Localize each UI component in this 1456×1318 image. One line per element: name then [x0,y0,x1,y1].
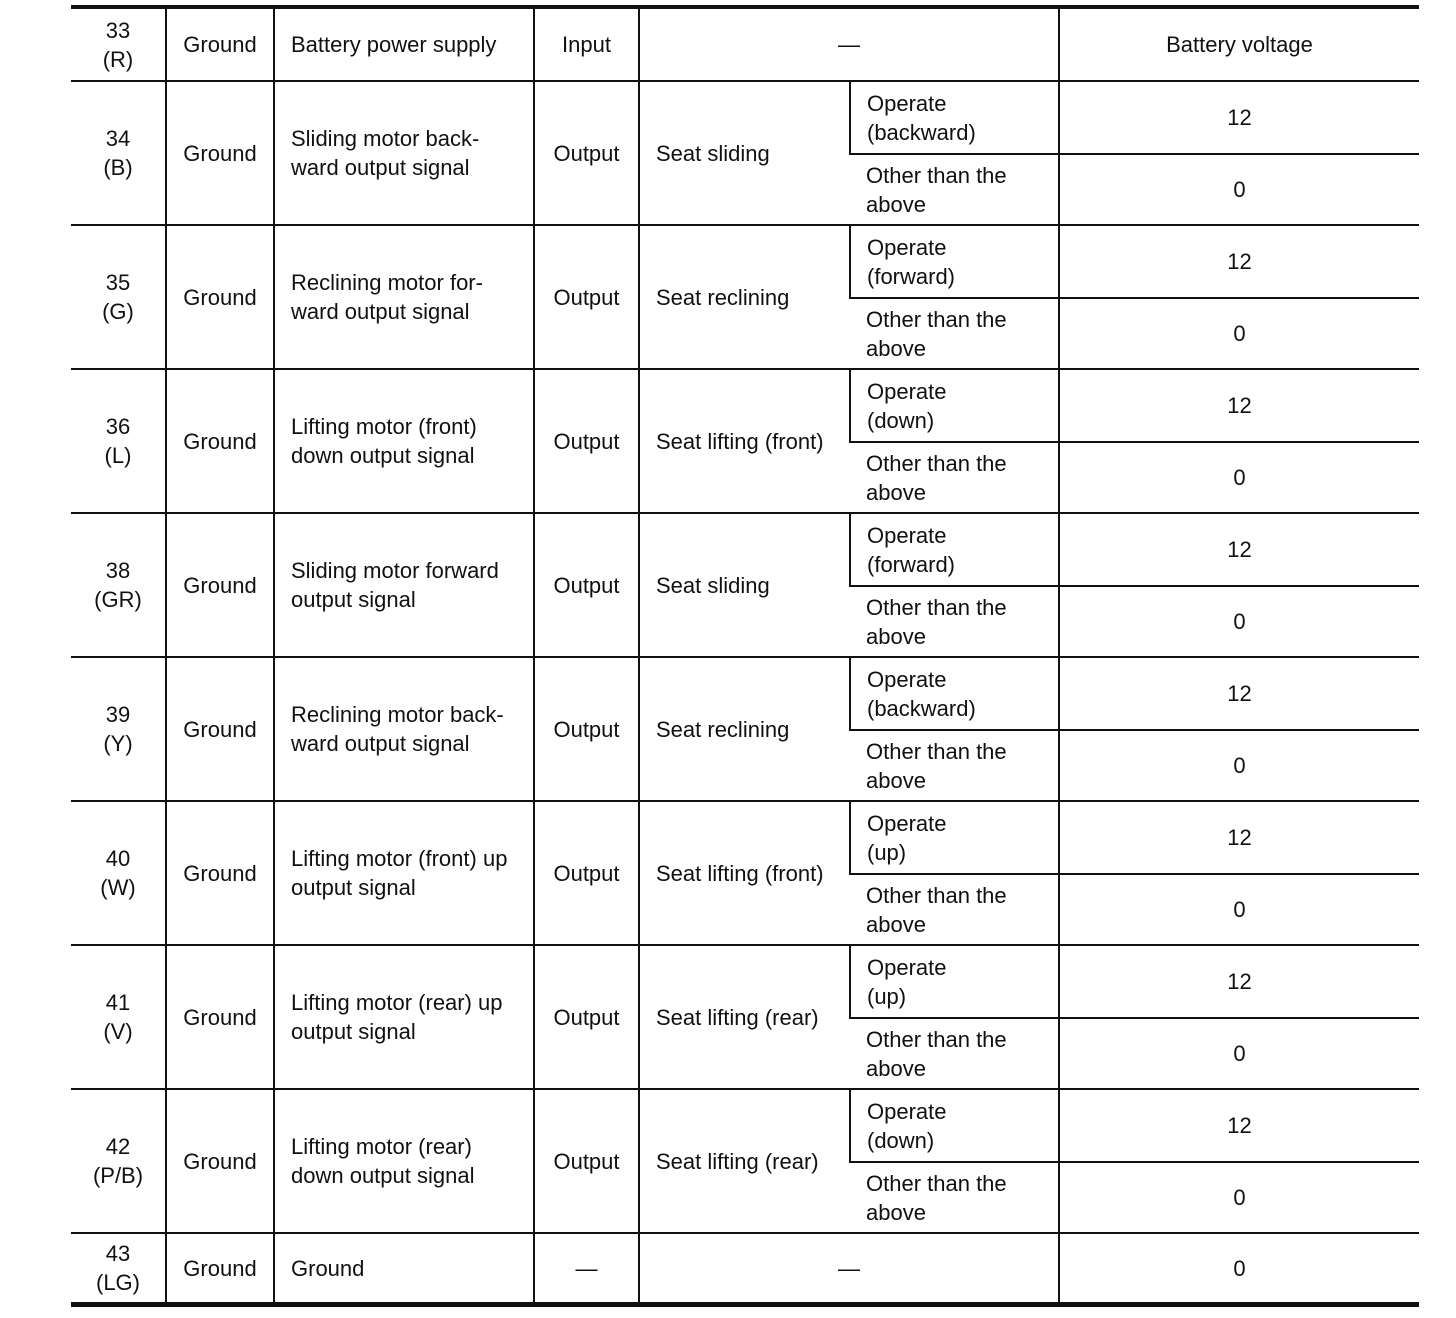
description-line: Lifting motor (front) up [291,846,508,871]
description-line: output signal [291,587,416,612]
ground-cell: Ground [166,1233,274,1305]
description-line: Sliding motor forward [291,558,499,583]
wire-color: (GR) [94,587,142,612]
description-line: down output signal [291,1163,475,1188]
value-cell: 12 [1059,81,1419,154]
description-cell [274,1233,534,1305]
description-line: Lifting motor (front) [291,414,477,439]
wire-color: (W) [100,875,136,900]
table-row [71,7,1419,81]
terminal-number: 39 [105,702,131,727]
state-cell [850,298,1059,369]
wire-color: (R) [102,46,134,72]
io-cell: Output [534,225,639,369]
description-line: down output signal [291,443,475,468]
value-cell: 0 [1059,442,1419,513]
terminal-cell [71,657,166,801]
description-cell [274,369,534,513]
state-line: above [866,191,926,217]
description-cell [274,513,534,657]
state-line: above [866,479,926,505]
state-line: (down) [867,407,935,433]
description-line: output signal [291,1019,416,1044]
state-line: Other than the [866,162,1007,188]
description-line: Lifting motor (rear) up [291,990,503,1015]
condition-cell: — [639,7,1059,81]
value-cell: 12 [1059,945,1419,1018]
io-cell: — [534,1233,639,1305]
table-row [71,1233,1419,1305]
state-line: above [866,911,926,937]
value-cell: 0 [1059,586,1419,657]
state-line: Other than the [866,882,1007,908]
condition-cell: Seat lifting (rear) [639,945,850,1089]
description-line: ward output signal [291,731,470,756]
terminal-cell [71,945,166,1089]
description-line: Sliding motor back- [291,126,480,151]
state-cell [850,1018,1059,1089]
io-cell: Input [534,7,639,81]
ground-cell: Ground [166,513,274,657]
state-line: above [866,767,926,793]
terminal-cell [71,513,166,657]
table-row [71,513,1419,586]
ground-cell: Ground [166,657,274,801]
state-cell [850,81,1059,154]
state-line: above [866,1055,926,1081]
description-line: Battery power supply [291,32,497,57]
value-cell: 0 [1059,730,1419,801]
condition-cell: Seat sliding [639,81,850,225]
terminal-cell [71,81,166,225]
wire-color: (B) [103,155,133,180]
state-line: above [866,335,926,361]
terminal-number: 38 [105,558,131,583]
state-line: Other than the [866,450,1007,476]
state-line: (up) [867,839,907,865]
state-line: above [866,623,926,649]
value-cell: 12 [1059,369,1419,442]
state-line: (backward) [867,695,976,721]
terminal-number: 43 [105,1241,131,1266]
table-row [71,801,1419,874]
state-line: Operate [867,378,947,404]
ground-cell: Ground [166,7,274,81]
description-line: ward output signal [291,155,470,180]
state-line: (down) [867,1127,935,1153]
state-line: (up) [867,983,907,1009]
value-cell: 12 [1059,801,1419,874]
value-cell: 12 [1059,225,1419,298]
table-row [71,225,1419,298]
condition-cell: Seat lifting (rear) [639,1089,850,1233]
terminal-cell [71,1233,166,1305]
value-cell: 12 [1059,1089,1419,1162]
condition-cell: Seat reclining [639,657,850,801]
ground-cell: Ground [166,945,274,1089]
ground-cell: Ground [166,369,274,513]
state-line: Operate [867,90,947,116]
condition-cell: Seat lifting (front) [639,801,850,945]
ground-cell: Ground [166,801,274,945]
state-line: above [866,1199,926,1225]
wire-color: (L) [104,443,132,468]
state-line: Other than the [866,738,1007,764]
state-line: Other than the [866,1170,1007,1196]
description-cell [274,657,534,801]
state-cell [850,369,1059,442]
terminal-cell [71,225,166,369]
state-line: (forward) [867,263,956,289]
table-row [71,369,1419,442]
terminal-cell [71,801,166,945]
ground-cell: Ground [166,225,274,369]
state-cell [850,154,1059,225]
value-cell: Battery voltage [1059,7,1419,81]
terminal-cell [71,7,166,81]
table-row [71,1089,1419,1162]
io-cell: Output [534,801,639,945]
condition-cell: Seat reclining [639,225,850,369]
io-cell: Output [534,945,639,1089]
terminal-spec-table [71,5,1419,1307]
description-line: Lifting motor (rear) [291,1134,472,1159]
terminal-number: 36 [105,414,131,439]
state-cell [850,874,1059,945]
ground-cell: Ground [166,1089,274,1233]
value-cell: 0 [1059,1162,1419,1233]
state-cell [850,1162,1059,1233]
state-line: Operate [867,1098,947,1124]
state-line: (forward) [867,551,956,577]
value-cell: 12 [1059,513,1419,586]
description-line: Ground [291,1255,365,1281]
state-cell [850,225,1059,298]
state-line: (backward) [867,119,976,145]
description-cell [274,225,534,369]
state-cell [850,657,1059,730]
value-cell: 0 [1059,1233,1419,1305]
description-cell [274,945,534,1089]
state-cell [850,801,1059,874]
state-cell [850,1089,1059,1162]
table-row [71,657,1419,730]
state-line: Operate [867,666,947,692]
terminal-number: 42 [105,1134,131,1159]
description-cell [274,801,534,945]
state-cell [850,442,1059,513]
state-line: Operate [867,234,947,260]
terminal-number: 41 [105,990,131,1015]
wire-color: (P/B) [92,1163,144,1188]
terminal-cell [71,369,166,513]
wire-color: (Y) [103,731,133,756]
state-line: Other than the [866,594,1007,620]
state-line: Other than the [866,306,1007,332]
state-line: Operate [867,810,947,836]
table-row [71,81,1419,154]
condition-cell: — [639,1233,1059,1305]
ground-cell: Ground [166,81,274,225]
description-line: Reclining motor for- [291,270,483,295]
terminal-number: 35 [105,270,131,295]
state-line: Other than the [866,1026,1007,1052]
description-line: ward output signal [291,299,470,324]
value-cell: 0 [1059,154,1419,225]
value-cell: 0 [1059,1018,1419,1089]
state-cell [850,586,1059,657]
condition-cell: Seat sliding [639,513,850,657]
state-cell [850,945,1059,1018]
terminal-number: 40 [105,846,131,871]
state-line: Operate [867,522,947,548]
state-line: Operate [867,954,947,980]
io-cell: Output [534,369,639,513]
description-line: Reclining motor back- [291,702,504,727]
wire-color: (LG) [96,1270,140,1295]
value-cell: 0 [1059,874,1419,945]
terminal-cell [71,1089,166,1233]
wire-color: (G) [102,299,134,324]
description-cell [274,1089,534,1233]
table-row [71,945,1419,1018]
description-cell [274,7,534,81]
value-cell: 0 [1059,298,1419,369]
description-cell [274,81,534,225]
description-line: output signal [291,875,416,900]
terminal-number: 34 [105,126,131,151]
wire-color: (V) [103,1019,133,1044]
io-cell: Output [534,81,639,225]
io-cell: Output [534,513,639,657]
state-cell [850,513,1059,586]
terminal-number: 33 [105,17,131,43]
value-cell: 12 [1059,657,1419,730]
io-cell: Output [534,1089,639,1233]
state-cell [850,730,1059,801]
io-cell: Output [534,657,639,801]
condition-cell: Seat lifting (front) [639,369,850,513]
